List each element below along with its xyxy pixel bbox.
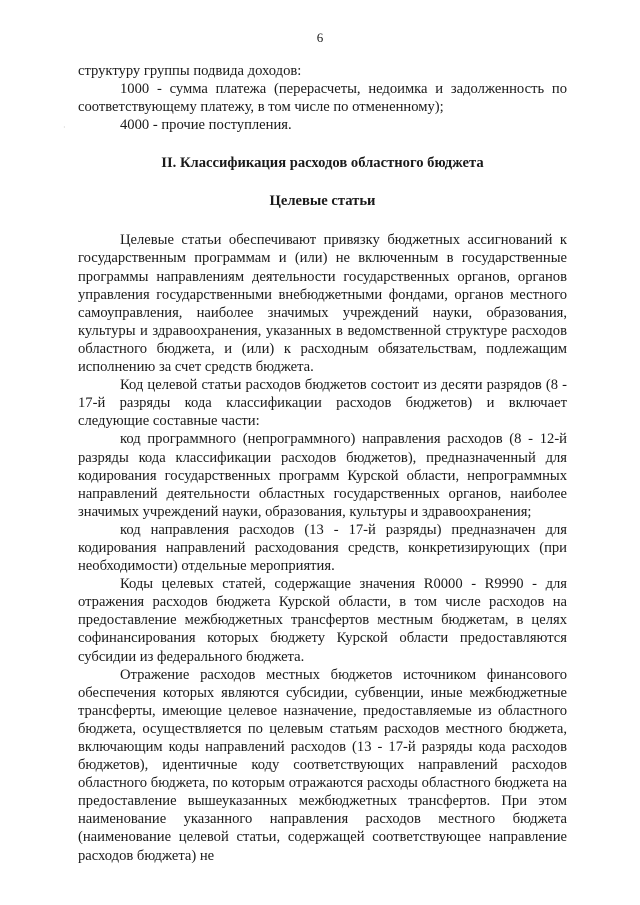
paragraph: Целевые статьи обеспечивают привязку бюджетных ассигнований к государственным программам и (или) не включенным в государственные программы направлениям деятельности государственных органов, органов управления государственными внебюджетными фондами, органов местного самоуправления, наиболее значимых учреждений науки, образования, культуры и здравоохранения, указанных в ведомственной структуре расходов областного бюджета, и (или) к расходным обязательствам, подлежащим исполнению за счет средств бюджета.: [78, 232, 567, 376]
paragraph: структуру группы подвида доходов:: [78, 63, 302, 79]
subsection-heading: Целевые статьи: [269, 193, 376, 210]
section-heading: II. Классификация расходов областного бюджета: [161, 155, 484, 172]
paragraph: 4000 - прочие поступления.: [120, 117, 292, 134]
paragraph: Коды целевых статей, содержащие значения R0000 - R9990 - для отражения расходов бюджета Курской области, в том числе расходов на предоставление межбюджетных трансфертов местным бюджетам, в целях софинансирования которых бюджету Курской области предоставляются субсидии из федерального бюджета.: [78, 576, 567, 665]
scan-artifact: ·: [63, 123, 66, 132]
paragraph: Код целевой статьи расходов бюджетов состоит из десяти разрядов (8 - 17-й разряды кода классификации расходов бюджетов) и включает следующие составные части:: [78, 377, 567, 430]
paragraph: Отражение расходов местных бюджетов источником финансового обеспечения которых являются субсидии, субвенции, иные межбюджетные трансферты, имеющие целевое назначение, предоставляемые из областного бюджета, осуществляется по целевым статьям расходов местного бюджета, включающим коды направлений расходов (13 - 17-й разряды кода расходов бюджетов), идентичные коду соответствующих направлений расходов областного бюджета, по которым отражаются расходы областного бюджета на предоставление вышеуказанных межбюджетных трансфертов. При этом наименование указанного направления расходов местного бюджета (наименование целевой статьи, содержащей соответствующее направление расходов бюджета) не: [78, 666, 567, 864]
paragraph: 1000 - сумма платежа (перерасчеты, недоимка и задолженность по соответствующему платежу, в том числе по отмененному);: [78, 81, 567, 116]
page-number: 6: [316, 30, 324, 45]
paragraph: код программного (непрограммного) направления расходов (8 - 12-й разряды кода классификации расходов бюджетов), предназначенный для кодирования государственных программ Курской области, непрограммных направлений деятельности областных государственных органов, наиболее значимых учреждений науки, образования, культуры и здравоохранения;: [78, 431, 567, 520]
document-body: [78, 62, 567, 865]
paragraph: код направления расходов (13 - 17-й разряды) предназначен для кодирования направлений расходования средств, конкретизирующих (при необходимости) отдельные мероприятия.: [78, 521, 567, 575]
intro-block: [78, 62, 567, 134]
main-text-block: [78, 231, 567, 864]
